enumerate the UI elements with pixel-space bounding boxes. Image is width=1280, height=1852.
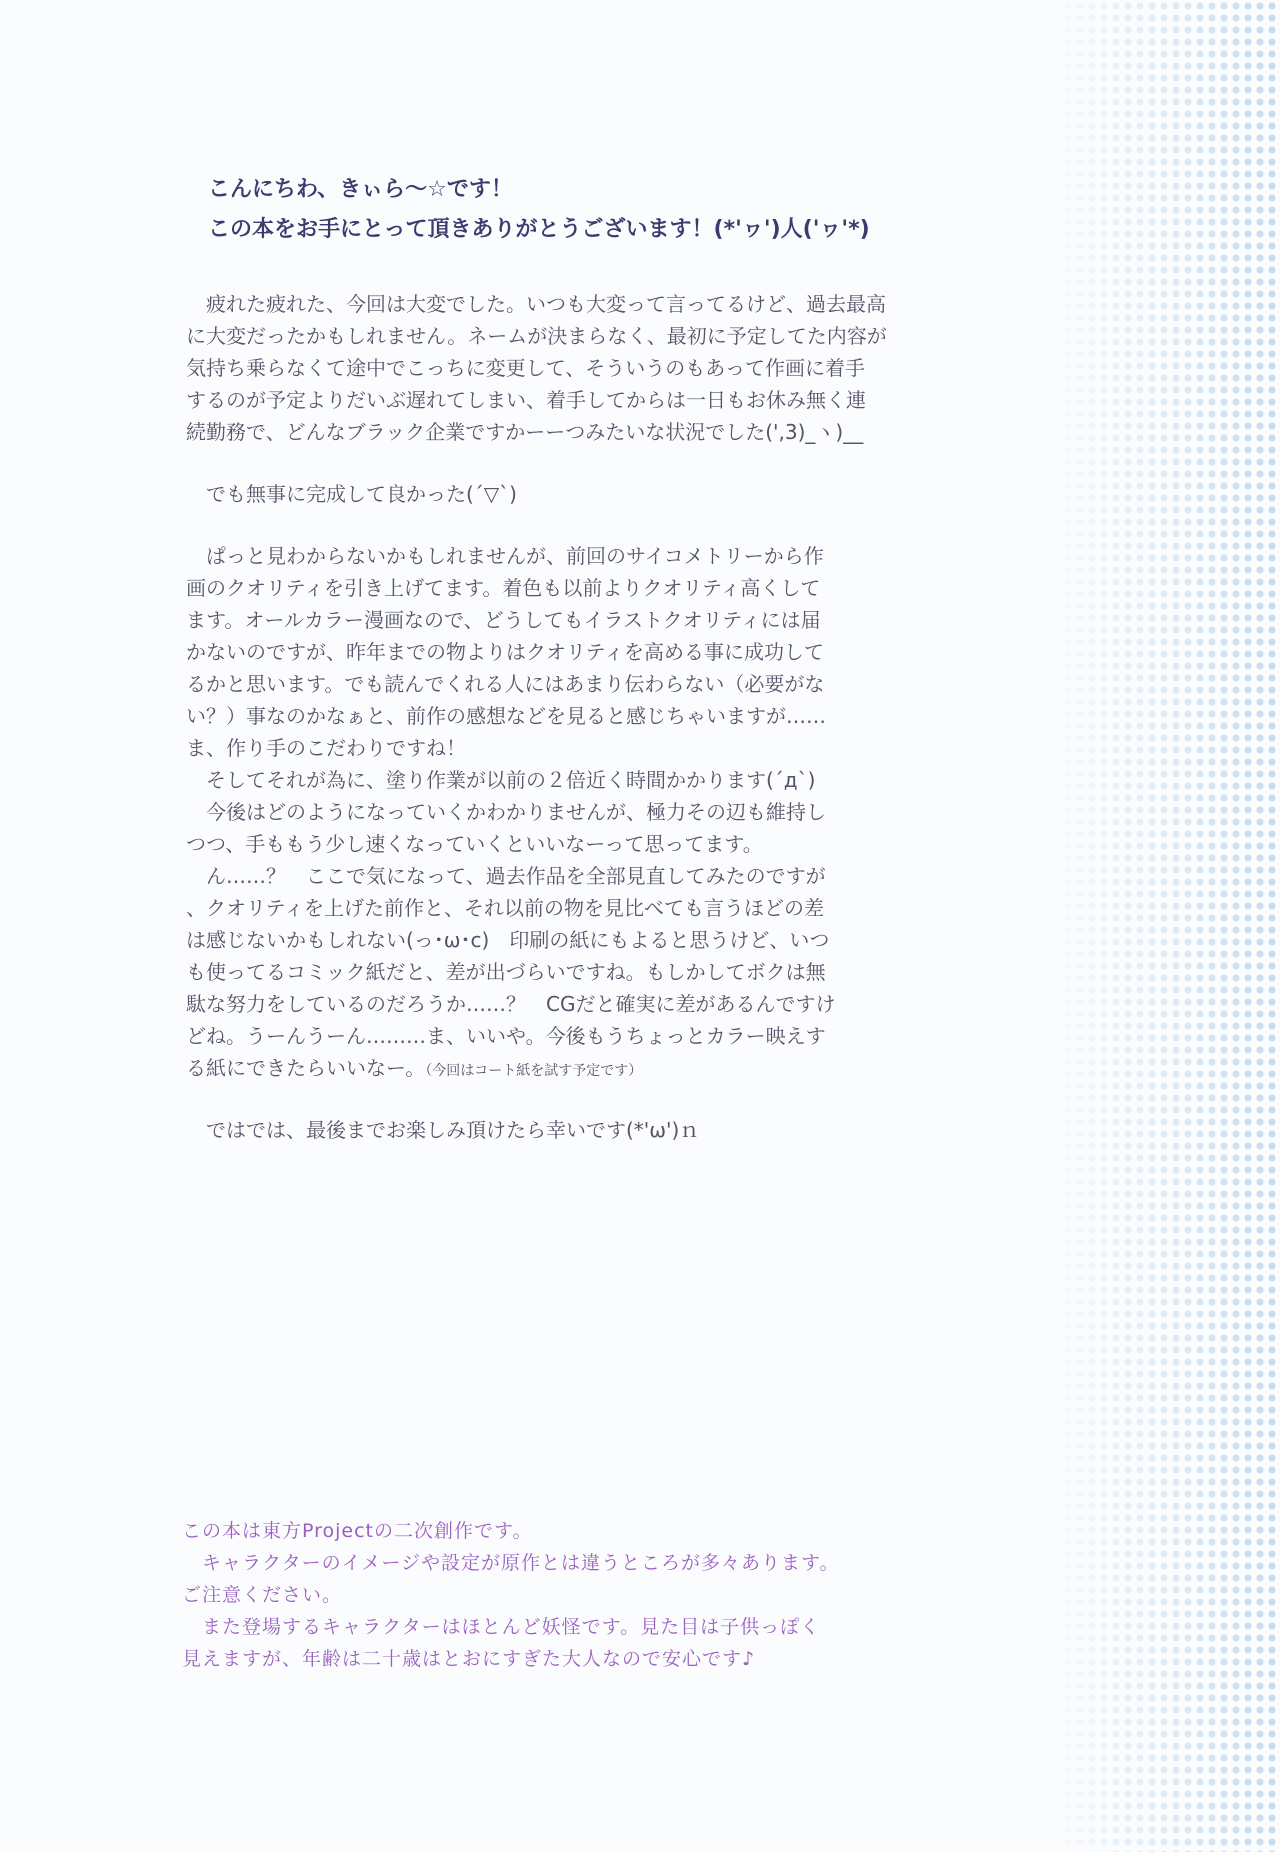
body-line: ん……？ ここで気になって、過去作品を全部見直してみたのですが — [186, 864, 826, 888]
body-line: い？）事なのかなぁと、前作の感想などを見ると感じちゃいますが…… — [186, 704, 826, 728]
afterword-body — [186, 288, 946, 1146]
greeting-line-2: この本をお手にとって頂きありがとうございます！(*'ヮ')人('ヮ'*) — [208, 217, 870, 242]
body-line: 続勤務で、どんなブラック企業ですかーーつみたいな状況でした(',3)_ヽ)__ — [186, 420, 864, 444]
body-line: ぱっと見わからないかもしれませんが、前回のサイコメトリーから作 — [186, 544, 824, 568]
body-line: するのが予定よりだいぶ遅れてしまい、着手してからは一日もお休み無く連 — [186, 388, 866, 412]
body-line: 画のクオリティを引き上げてます。着色も以前よりクオリティ高くして — [186, 576, 821, 600]
notice-line: また登場するキャラクターはほとんど妖怪です。見た目は子供っぽく — [182, 1616, 821, 1638]
body-line: どね。うーんうーん………ま、いいや。今後もうちょっとカラー映えす — [186, 1024, 826, 1048]
notice-line: ご注意ください。 — [182, 1584, 343, 1606]
body-line: つつ、手ももう少し速くなっていくといいなーって思ってます。 — [186, 832, 763, 856]
notice-line: 見えますが、年齢は二十歳はとおにすぎた大人なので安心です♪ — [182, 1648, 756, 1670]
body-line: は感じないかもしれない(っ･ω･c) 印刷の紙にもよると思うけど、いつ — [186, 928, 830, 952]
notice-line: キャラクターのイメージや設定が原作とは違うところが多々あります。 — [182, 1552, 840, 1574]
body-line-last — [186, 1052, 946, 1084]
body-line: に大変だったかもしれません。ネームが決まらなく、最初に予定してた内容が — [186, 324, 887, 348]
coat-paper-note: （今回はコート紙を試す予定です） — [425, 1063, 643, 1079]
notice-line: この本は東方Projectの二次創作です。 — [182, 1520, 533, 1542]
body-line: そしてそれが為に、塗り作業が以前の２倍近く時間かかります(´д`) — [186, 768, 816, 792]
body-line: かないのですが、昨年までの物よりはクオリティを高める事に成功して — [186, 640, 824, 664]
greeting-heading — [208, 170, 870, 250]
body-line: ます。オールカラー漫画なので、どうしてもイラストクオリティには届 — [186, 608, 821, 632]
body-line: 、クオリティを上げた前作と、それ以前の物を見比べても言うほどの差 — [186, 896, 824, 920]
body-line: 疲れた疲れた、今回は大変でした。いつも大変って言ってるけど、過去最高 — [186, 292, 886, 316]
halftone-dot-border — [1050, 0, 1280, 1852]
body-line: も使ってるコミック紙だと、差が出づらいですね。もしかしてボクは無 — [186, 960, 826, 984]
body-line-text: る紙にできたらいいなー。 — [186, 1056, 426, 1080]
body-line: ではでは、最後までお楽しみ頂けたら幸いです(*'ω')ｎ — [186, 1118, 700, 1142]
body-line: 今後はどのようになっていくかわかりませんが、極力その辺も維持し — [186, 800, 826, 824]
fan-work-notice — [182, 1515, 840, 1675]
body-line: 気持ち乗らなくて途中でこっちに変更して、そういうのもあって作画に着手 — [186, 356, 865, 380]
body-line: 駄な努力をしているのだろうか……？ CGだと確実に差があるんですけ — [186, 992, 836, 1016]
body-line: るかと思います。でも読んでくれる人にはあまり伝わらない（必要がな — [186, 672, 825, 696]
body-line: ま、作り手のこだわりですね！ — [186, 736, 466, 760]
greeting-line-1: こんにちわ、きぃら～☆です！ — [208, 177, 513, 202]
body-line: でも無事に完成して良かった(´▽`) — [186, 482, 517, 506]
